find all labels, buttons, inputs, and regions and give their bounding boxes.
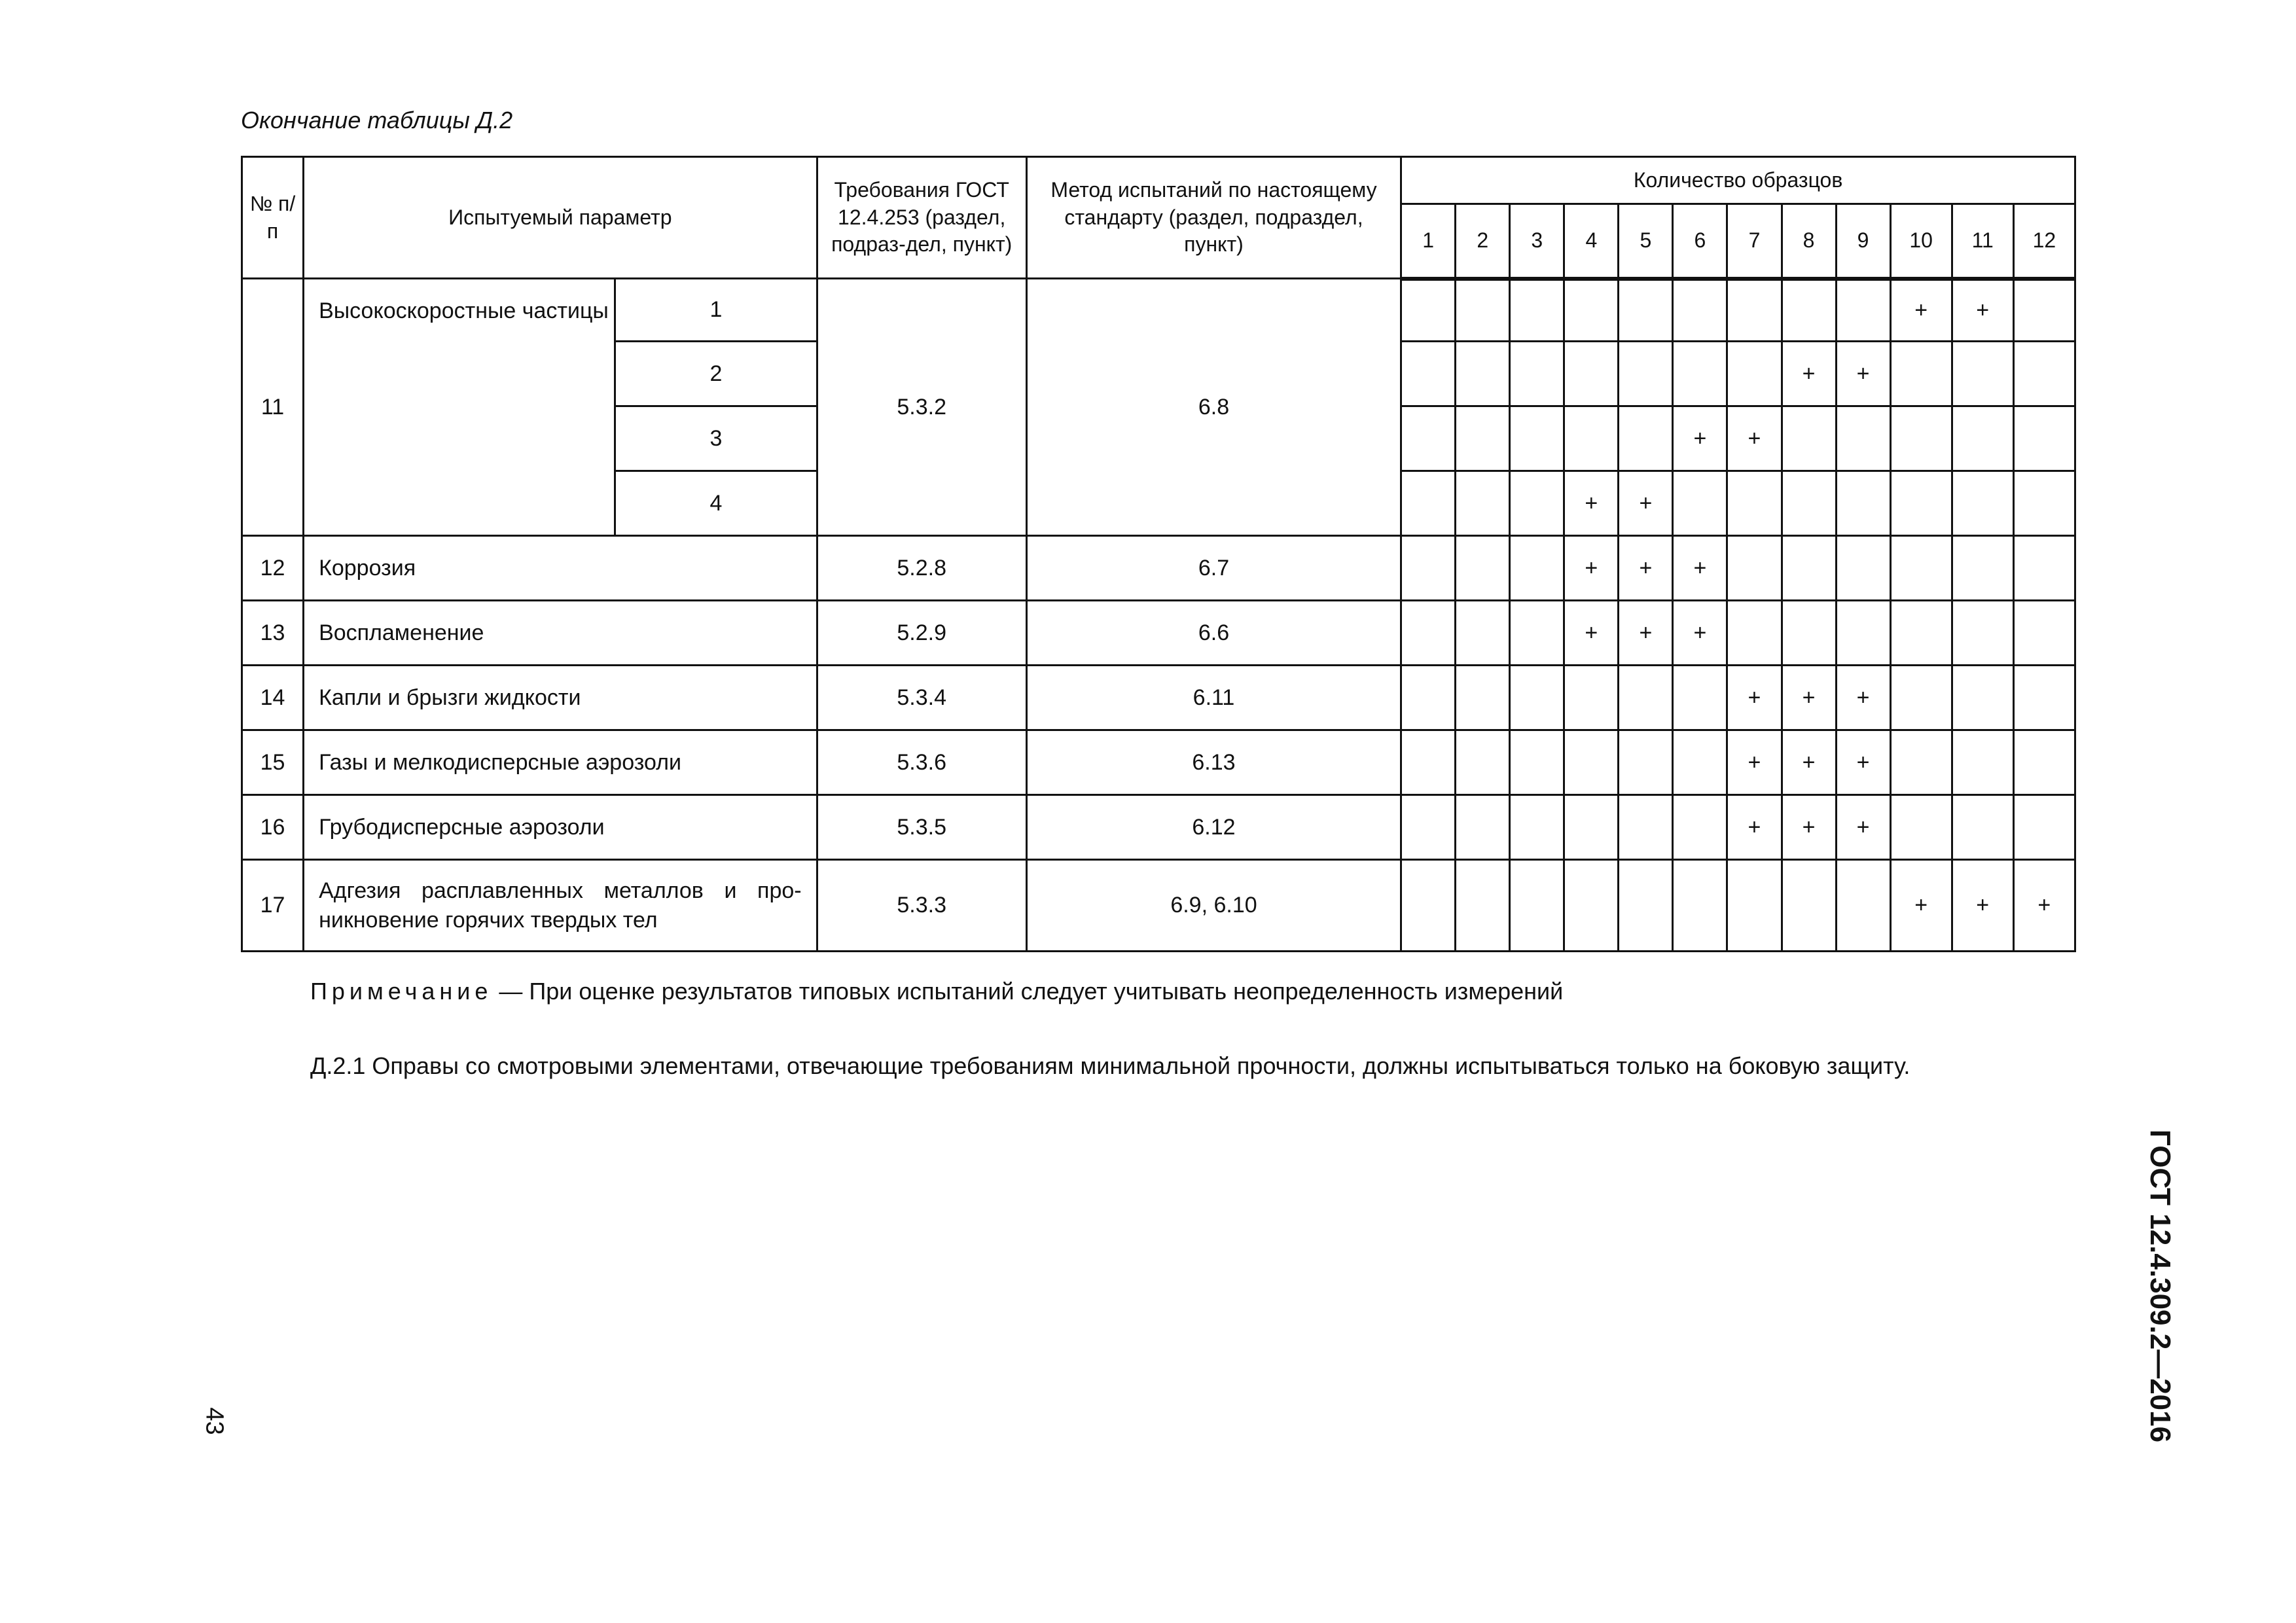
sample-mark: + — [1890, 279, 1952, 342]
row-requirements: 5.3.5 — [817, 795, 1026, 860]
row-num: 15 — [242, 730, 304, 795]
sample-mark — [1673, 471, 1727, 536]
sample-mark: + — [1836, 666, 1890, 730]
header-method: Метод испытаний по настоящему стандарту (раздел, подраздел, пункт) — [1026, 157, 1401, 279]
sample-mark — [1673, 666, 1727, 730]
sample-mark — [1564, 795, 1619, 860]
sample-mark — [1727, 536, 1782, 601]
sample-mark — [1401, 406, 1456, 471]
sample-mark: + — [1564, 471, 1619, 536]
sample-mark — [1619, 795, 1673, 860]
sample-mark — [1836, 860, 1890, 952]
sample-mark — [1510, 730, 1564, 795]
sample-mark — [2013, 406, 2075, 471]
header-num: № п/п — [242, 157, 304, 279]
sample-mark — [1952, 471, 2013, 536]
sample-number: 12 — [2013, 204, 2075, 279]
sample-mark: + — [1782, 730, 1836, 795]
row-num: 16 — [242, 795, 304, 860]
sample-mark — [1673, 730, 1727, 795]
sample-mark — [1564, 406, 1619, 471]
sample-mark: + — [1782, 342, 1836, 406]
sample-mark — [2013, 342, 2075, 406]
sample-mark — [1456, 536, 1510, 601]
sample-number: 2 — [1456, 204, 1510, 279]
table-row — [242, 601, 2075, 666]
sample-mark — [1890, 666, 1952, 730]
table-row — [242, 860, 2075, 952]
table-row — [242, 279, 2075, 342]
sample-mark — [1890, 406, 1952, 471]
header-requirements: Требования ГОСТ 12.4.253 (раздел, подраз-дел, пункт) — [817, 157, 1026, 279]
sample-mark — [1510, 860, 1564, 952]
row-param: Высокоскоростные частицы — [304, 279, 615, 536]
sample-mark — [1456, 279, 1510, 342]
sub-row-num: 3 — [615, 406, 817, 471]
table-caption: Окончание таблицы Д.2 — [241, 107, 513, 134]
sample-mark: + — [1619, 601, 1673, 666]
sample-mark — [1401, 279, 1456, 342]
sample-mark — [2013, 666, 2075, 730]
table-row — [242, 536, 2075, 601]
sample-mark — [1836, 536, 1890, 601]
sample-mark — [1456, 601, 1510, 666]
sub-row-num: 1 — [615, 279, 817, 342]
sample-mark: + — [2013, 860, 2075, 952]
sample-mark — [1510, 406, 1564, 471]
sample-mark — [2013, 730, 2075, 795]
row-method: 6.8 — [1026, 279, 1401, 536]
sample-mark — [1673, 342, 1727, 406]
header-samples: Количество образцов — [1401, 157, 2075, 204]
sample-mark — [1401, 342, 1456, 406]
row-requirements: 5.3.3 — [817, 860, 1026, 952]
row-num: 14 — [242, 666, 304, 730]
sub-row-num: 4 — [615, 471, 817, 536]
sample-mark — [1564, 279, 1619, 342]
sample-mark — [1401, 536, 1456, 601]
sample-mark: + — [1673, 406, 1727, 471]
sample-mark — [1836, 601, 1890, 666]
row-method: 6.11 — [1026, 666, 1401, 730]
row-num: 17 — [242, 860, 304, 952]
sample-number: 10 — [1890, 204, 1952, 279]
sample-mark — [1456, 342, 1510, 406]
sample-mark — [1890, 536, 1952, 601]
sample-mark — [1890, 471, 1952, 536]
sample-mark: + — [1727, 730, 1782, 795]
sample-mark — [2013, 279, 2075, 342]
sample-mark — [1564, 342, 1619, 406]
sample-mark — [1401, 666, 1456, 730]
sample-mark: + — [1782, 795, 1836, 860]
sample-number: 1 — [1401, 204, 1456, 279]
sample-number: 5 — [1619, 204, 1673, 279]
sample-mark — [1782, 471, 1836, 536]
sample-mark — [1401, 795, 1456, 860]
sample-mark: + — [1782, 666, 1836, 730]
sample-mark — [1456, 795, 1510, 860]
row-num: 11 — [242, 279, 304, 536]
sample-number: 7 — [1727, 204, 1782, 279]
sample-mark: + — [1727, 406, 1782, 471]
sample-mark — [1727, 342, 1782, 406]
sample-mark — [1673, 279, 1727, 342]
sample-mark — [1782, 860, 1836, 952]
sample-number: 11 — [1952, 204, 2013, 279]
row-param: Грубодисперсные аэрозоли — [304, 795, 817, 860]
sample-mark — [1510, 795, 1564, 860]
table-row — [242, 666, 2075, 730]
sample-mark — [2013, 471, 2075, 536]
sample-mark — [1510, 536, 1564, 601]
sample-mark — [1564, 730, 1619, 795]
sample-mark — [1952, 342, 2013, 406]
sample-mark — [1619, 279, 1673, 342]
sample-mark — [1952, 795, 2013, 860]
sample-mark — [1890, 730, 1952, 795]
row-method: 6.12 — [1026, 795, 1401, 860]
sample-mark — [1401, 730, 1456, 795]
sample-mark — [1727, 860, 1782, 952]
sample-mark — [1782, 406, 1836, 471]
sample-mark — [1673, 795, 1727, 860]
row-requirements: 5.3.6 — [817, 730, 1026, 795]
sample-mark — [1401, 860, 1456, 952]
sample-mark — [1836, 279, 1890, 342]
row-param: Капли и брызги жидкости — [304, 666, 817, 730]
row-requirements: 5.2.9 — [817, 601, 1026, 666]
table-row — [242, 795, 2075, 860]
sample-mark — [1619, 860, 1673, 952]
sample-mark: + — [1952, 860, 2013, 952]
row-requirements: 5.3.4 — [817, 666, 1026, 730]
note-text: — При оценке результатов типовых испытаний следует учитывать неопределенность измерений — [492, 978, 1564, 1005]
sample-mark: + — [1564, 536, 1619, 601]
sample-mark — [1619, 730, 1673, 795]
sample-mark: + — [1673, 536, 1727, 601]
sample-mark — [1456, 471, 1510, 536]
paragraph-d-2-1: Д.2.1 Оправы со смотровыми элементами, отвечающие требованиям минимальной прочности, должны испытываться только на боковую защиту. — [310, 1052, 1910, 1079]
sample-mark — [2013, 795, 2075, 860]
row-method: 6.13 — [1026, 730, 1401, 795]
sample-mark: + — [1952, 279, 2013, 342]
sample-mark — [1456, 730, 1510, 795]
sample-mark — [1890, 601, 1952, 666]
sample-mark — [1510, 471, 1564, 536]
sample-mark — [2013, 601, 2075, 666]
sample-mark — [1727, 279, 1782, 342]
note-label: Примечание — [310, 978, 493, 1005]
sample-mark — [1782, 601, 1836, 666]
row-method: 6.7 — [1026, 536, 1401, 601]
sample-mark — [1890, 342, 1952, 406]
sample-mark — [2013, 536, 2075, 601]
sample-mark — [1952, 536, 2013, 601]
sample-mark: + — [1836, 342, 1890, 406]
sample-mark — [1510, 279, 1564, 342]
sample-mark — [1952, 601, 2013, 666]
row-param: Адгезия расплавленных металлов и про-никновение горячих твердых тел — [304, 860, 817, 952]
sample-number: 9 — [1836, 204, 1890, 279]
sample-mark: + — [1619, 471, 1673, 536]
document-id: ГОСТ 12.4.309.2—2016 — [2144, 1129, 2176, 1443]
header-param: Испытуемый параметр — [304, 157, 817, 279]
sample-number: 4 — [1564, 204, 1619, 279]
sub-row-num: 2 — [615, 342, 817, 406]
row-param: Воспламенение — [304, 601, 817, 666]
sample-mark — [1952, 406, 2013, 471]
sample-mark — [1836, 471, 1890, 536]
table-body — [242, 279, 2075, 952]
sample-mark — [1456, 406, 1510, 471]
sample-mark: + — [1890, 860, 1952, 952]
sample-mark — [1619, 406, 1673, 471]
sample-mark — [1727, 471, 1782, 536]
sample-mark: + — [1836, 730, 1890, 795]
sample-number: 8 — [1782, 204, 1836, 279]
table-row — [242, 730, 2075, 795]
sample-mark — [1619, 342, 1673, 406]
sample-mark: + — [1673, 601, 1727, 666]
sample-mark — [1510, 666, 1564, 730]
sample-mark — [1836, 406, 1890, 471]
sample-mark — [1401, 471, 1456, 536]
sample-mark — [1510, 601, 1564, 666]
sample-mark — [1401, 601, 1456, 666]
row-method: 6.9, 6.10 — [1026, 860, 1401, 952]
sample-mark — [1782, 536, 1836, 601]
sample-number: 6 — [1673, 204, 1727, 279]
sample-mark — [1510, 342, 1564, 406]
sample-mark — [1456, 666, 1510, 730]
sample-mark: + — [1727, 666, 1782, 730]
row-param: Газы и мелкодисперсные аэрозоли — [304, 730, 817, 795]
sample-mark — [1727, 601, 1782, 666]
sample-mark: + — [1619, 536, 1673, 601]
sample-mark: + — [1564, 601, 1619, 666]
row-param: Коррозия — [304, 536, 817, 601]
sample-mark — [1952, 730, 2013, 795]
sample-mark — [1619, 666, 1673, 730]
row-num: 13 — [242, 601, 304, 666]
table-note — [310, 978, 1563, 1005]
sample-mark — [1673, 860, 1727, 952]
page-number: 43 — [200, 1407, 228, 1435]
sample-mark — [1890, 795, 1952, 860]
sample-mark: + — [1727, 795, 1782, 860]
row-requirements: 5.3.2 — [817, 279, 1026, 536]
sample-mark — [1782, 279, 1836, 342]
test-parameters-table — [241, 156, 2076, 952]
row-method: 6.6 — [1026, 601, 1401, 666]
sample-mark — [1952, 666, 2013, 730]
sample-number: 3 — [1510, 204, 1564, 279]
sample-mark — [1456, 860, 1510, 952]
sample-mark — [1564, 666, 1619, 730]
row-requirements: 5.2.8 — [817, 536, 1026, 601]
row-num: 12 — [242, 536, 304, 601]
sample-mark: + — [1836, 795, 1890, 860]
sample-mark — [1564, 860, 1619, 952]
